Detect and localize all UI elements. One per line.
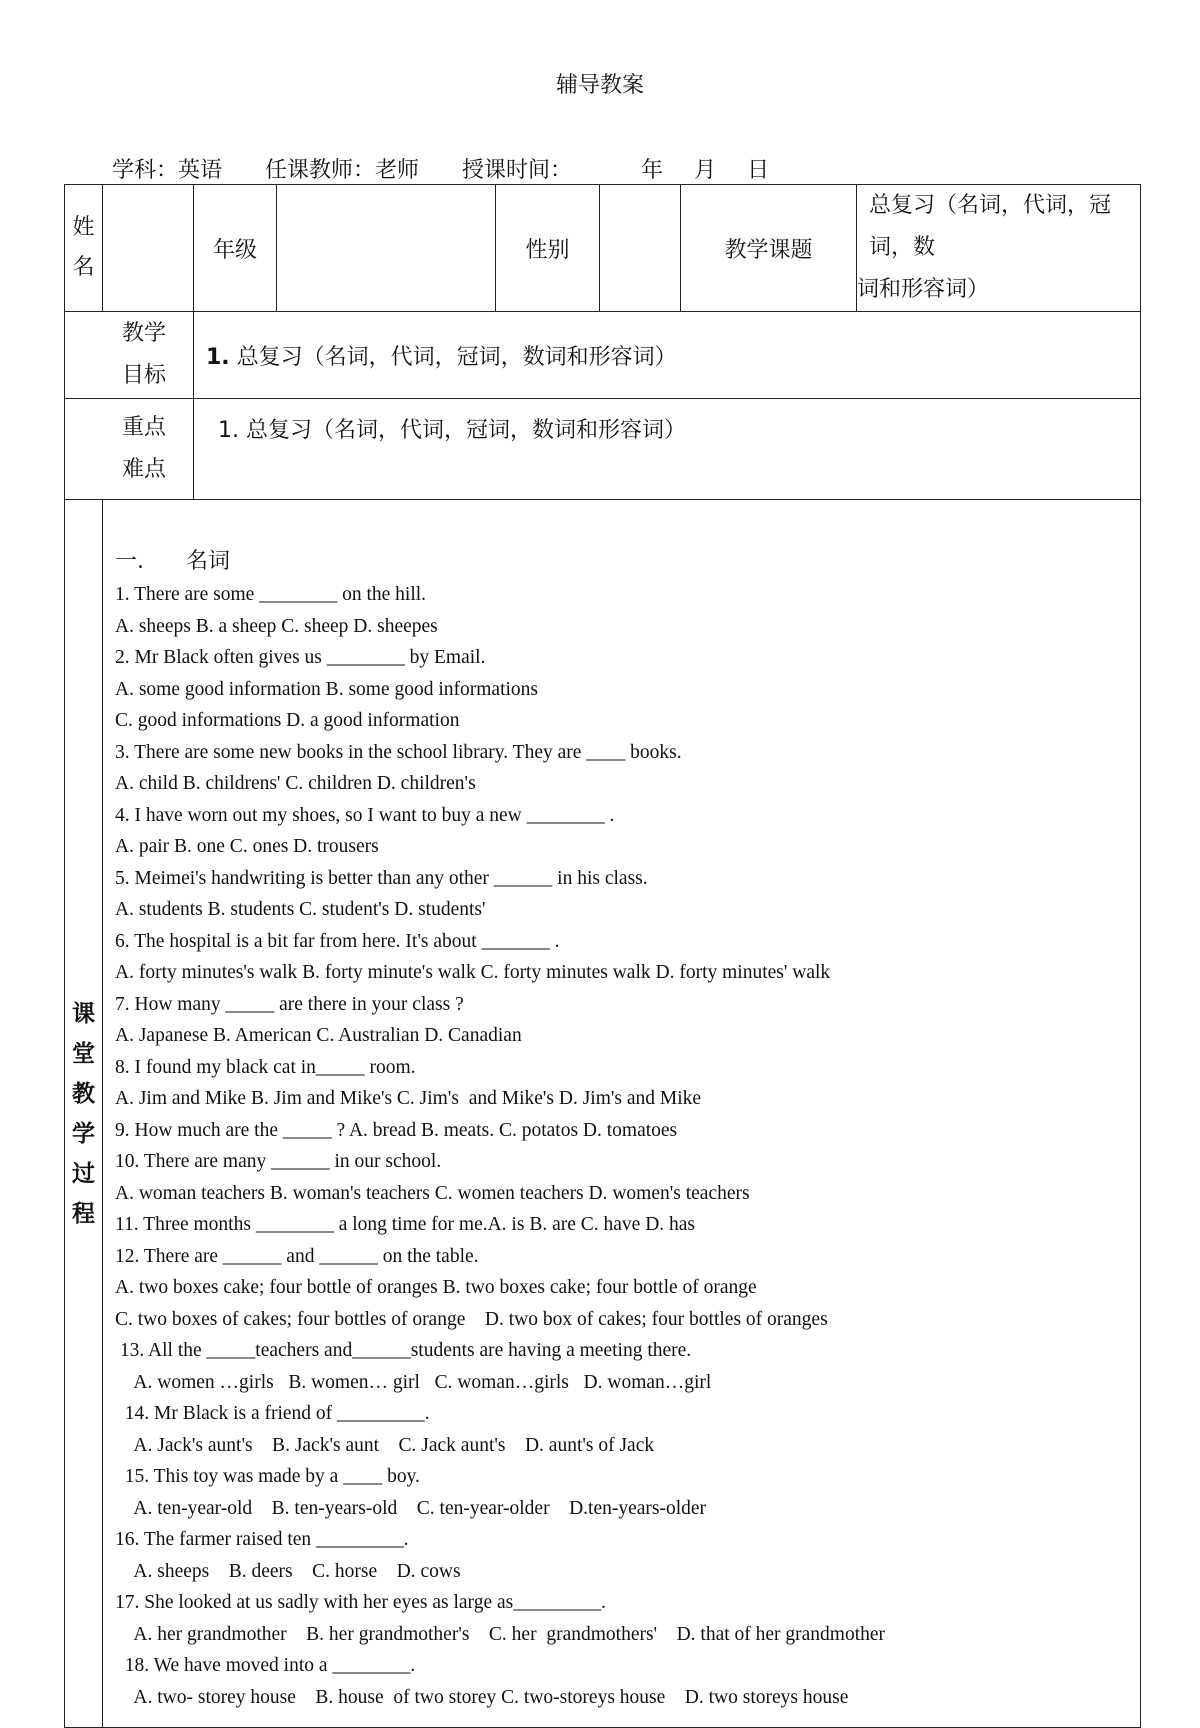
gender-label: 性别 bbox=[496, 185, 600, 312]
name-value-cell bbox=[103, 185, 194, 312]
grade-label: 年级 bbox=[194, 185, 277, 312]
process-label-char: 过 bbox=[72, 1160, 95, 1187]
exercise-line: A. child B. childrens' C. children D. children's bbox=[115, 773, 476, 794]
goal-label-cell bbox=[65, 312, 194, 399]
exercise-line: 12. There are ______ and ______ on the table. bbox=[115, 1245, 479, 1267]
goal-label-1: 教学 bbox=[121, 321, 166, 346]
exercise-line: 13. All the _____teachers and______students are having a meeting there. bbox=[115, 1340, 692, 1361]
section-title: 名词 bbox=[186, 549, 231, 574]
exercise-line: A. two- storey house B. house of two storey C. two-storeys house D. two storeys house bbox=[115, 1686, 849, 1708]
exercise-line: 15. This toy was made by a ____ boy. bbox=[115, 1466, 420, 1487]
process-label-char: 堂 bbox=[72, 1040, 95, 1067]
process-label bbox=[65, 994, 102, 1234]
exercise-line: 3. There are some new books in the school library. They are ____ books. bbox=[115, 741, 682, 763]
exercise-line: A. Jack's aunt's B. Jack's aunt C. Jack aunt's D. aunt's of Jack bbox=[115, 1434, 655, 1456]
goal-number: 1. bbox=[206, 344, 230, 370]
exercise-line: 6. The hospital is a bit far from here. It's about _______ . bbox=[115, 930, 560, 952]
process-label-cell bbox=[65, 500, 103, 1728]
exercise-line: A. Japanese B. American C. Australian D. Canadian bbox=[115, 1025, 522, 1046]
exercise-line: A. pair B. one C. ones D. trousers bbox=[115, 836, 379, 857]
grade-value-cell bbox=[277, 185, 496, 312]
time-label: 授课时间： bbox=[462, 158, 573, 183]
name-label-cell bbox=[65, 185, 103, 312]
exercise-line: 17. She looked at us sadly with her eyes as large as_________. bbox=[115, 1592, 606, 1613]
exercise-line: 9. How much are the _____ ? A. bread B. meats. C. potatos D. tomatoes bbox=[115, 1119, 678, 1141]
teacher-text: 任课教师：老师 bbox=[265, 158, 420, 183]
process-label-char: 程 bbox=[72, 1200, 95, 1227]
topic-label: 教学课题 bbox=[681, 185, 857, 312]
key-label-2: 难点 bbox=[121, 457, 166, 482]
exercise-line: 4. I have worn out my shoes, so I want to buy a new ________ . bbox=[115, 804, 615, 826]
gender-value-cell bbox=[600, 185, 681, 312]
exercise-line: A. students B. students C. student's D. students' bbox=[115, 899, 486, 920]
goal-value: 总复习（名词，代词，冠词，数词和形容词） bbox=[236, 344, 677, 370]
exercise-line: A. her grandmother B. her grandmother's C. her grandmothers' D. that of her grandmother bbox=[115, 1623, 886, 1645]
year-label: 年 bbox=[641, 158, 664, 183]
exercise-line: A. women …girls B. women… girl C. woman…girls D. woman…girl bbox=[115, 1371, 712, 1393]
exercise-list bbox=[115, 579, 1140, 1713]
exercise-line: 7. How many _____ are there in your class ? bbox=[115, 993, 464, 1015]
exercise-line: A. sheeps B. a sheep C. sheep D. sheepes bbox=[115, 615, 438, 637]
key-label-1: 重点 bbox=[121, 415, 166, 440]
day-label: 日 bbox=[747, 158, 770, 183]
exercise-line: 5. Meimei's handwriting is better than any other ______ in his class. bbox=[115, 867, 648, 889]
exercise-line: 18. We have moved into a ________. bbox=[115, 1655, 416, 1676]
exercise-line: 14. Mr Black is a friend of _________. bbox=[115, 1403, 430, 1424]
topic-value-cell bbox=[857, 185, 1141, 312]
topic-value-line-2: 词和形容词） bbox=[857, 277, 990, 302]
exercise-line: 11. Three months ________ a long time for me.A. is B. are C. have D. has bbox=[115, 1214, 696, 1235]
process-content-cell bbox=[103, 500, 1141, 1728]
name-label-2: 名 bbox=[72, 255, 95, 280]
goal-label-2: 目标 bbox=[121, 363, 166, 388]
key-label-cell bbox=[65, 399, 194, 500]
exercise-line: C. two boxes of cakes; four bottles of orange D. two box of cakes; four bottles of oranges bbox=[115, 1308, 828, 1330]
exercise-line: A. woman teachers B. woman's teachers C. women teachers D. women's teachers bbox=[115, 1182, 750, 1204]
exercise-line: A. Jim and Mike B. Jim and Mike's C. Jim's and Mike's D. Jim's and Mike bbox=[115, 1088, 702, 1109]
process-label-char: 课 bbox=[72, 1000, 95, 1027]
exercise-line: A. some good information B. some good informations bbox=[115, 678, 539, 700]
key-value-cell bbox=[194, 399, 1141, 500]
page-title: 辅导教案 bbox=[555, 73, 644, 98]
goal-value-cell bbox=[194, 312, 1141, 399]
exercise-line: 1. There are some ________ on the hill. bbox=[115, 584, 427, 605]
process-label-char: 学 bbox=[72, 1120, 95, 1147]
exercise-line: 2. Mr Black often gives us ________ by Email. bbox=[115, 647, 486, 668]
month-label: 月 bbox=[694, 158, 717, 183]
section-number: 一. bbox=[115, 549, 144, 574]
exercise-line: 8. I found my black cat in_____ room. bbox=[115, 1056, 416, 1078]
exercise-line: A. forty minutes's walk B. forty minute's walk C. forty minutes walk D. forty minutes' walk bbox=[115, 962, 831, 983]
exercise-line: A. ten-year-old B. ten-years-old C. ten-year-older D.ten-years-older bbox=[115, 1497, 707, 1519]
exercise-line: A. two boxes cake; four bottle of oranges B. two boxes cake; four bottle of orange bbox=[115, 1277, 757, 1298]
exercise-line: 16. The farmer raised ten _________. bbox=[115, 1529, 409, 1550]
header-info-line bbox=[112, 153, 769, 184]
process-label-char: 教 bbox=[72, 1080, 95, 1107]
section-heading bbox=[115, 544, 1140, 575]
name-label-1: 姓 bbox=[72, 215, 95, 240]
exercise-line: 10. There are many ______ in our school. bbox=[115, 1151, 442, 1172]
subject-text: 学科：英语 bbox=[112, 158, 223, 183]
key-value: 1. 总复习（名词，代词，冠词，数词和形容词） bbox=[218, 418, 686, 443]
exercise-line: C. good informations D. a good information bbox=[115, 710, 460, 731]
lesson-plan-table bbox=[64, 184, 1141, 1728]
exercise-line: A. sheeps B. deers C. horse D. cows bbox=[115, 1560, 461, 1582]
topic-value-line-1: 总复习（名词，代词，冠词，数 bbox=[869, 193, 1112, 260]
